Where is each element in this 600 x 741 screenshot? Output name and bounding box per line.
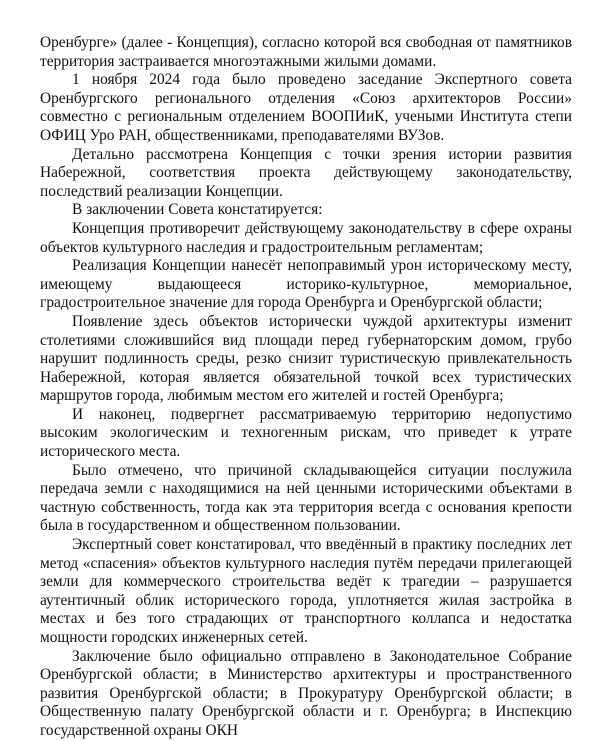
- paragraph-concept-review: Детально рассмотрена Концепция с точки зрения истории развития Набережной, соответствия проекта действующему законодательству, последствий реализации Концепции.: [40, 145, 572, 200]
- paragraph-concept-continuation: Оренбурге» (далее - Концепция), согласно которой вся свободная от памятников территория застраивается многоэтажными жилыми домами.: [40, 34, 572, 70]
- paragraph-conclusion-damage: Реализация Концепции нанесёт непоправимый урон историческому месту, имеющему выдающееся историко-культурное, мемориальное, градостроительное значение для города Оренбурга и Оренбургской области;: [40, 257, 572, 312]
- paragraph-land-transfer: Было отмечено, что причиной складывающейся ситуации послужила передача земли с находящимися на ней ценными историческими объектами в частную собственность, тогда как эта территория всегда с основания крепости была в государственном и общественном пользовании.: [40, 461, 572, 535]
- paragraph-expert-council-meeting: 1 ноября 2024 года было проведено заседание Экспертного совета Оренбургского регионального отделения «Союз архитекторов России» совместно с региональным отделением ВООПИиК, учеными Института степи ОФИЦ Уро РАН, общественниками, преподавателями ВУЗов.: [40, 71, 572, 144]
- paragraph-conclusion-architecture: Появление здесь объектов исторически чуждой архитектуры изменит столетиями сложившийся вид площади перед губернаторским домом, грубо нарушит подлинность среды, резко снизит туристическую привлекательность Набережной, которая является обязательной точкой всех туристических маршрутов города, любимым местом его жителей и гостей Оренбурга;: [40, 312, 572, 405]
- paragraph-conclusion-intro: В заключении Совета констатируется:: [72, 201, 323, 219]
- paragraph-recipients: Заключение было официально отправлено в Законодательное Собрание Оренбургской области; в Министерство архитектуры и пространственного развития Оренбургской области; в Прокуратуру Оренбургской области; в Общественную палату Оренбургской области и г. Оренбурга; в Инспекцию государственной охраны ОКН: [40, 647, 572, 739]
- document-body: [40, 34, 572, 741]
- paragraph-conclusion-risks: И наконец, подвергнет рассматриваемую территорию недопустимо высоким экологическим и техногенным рискам, что приведет к утрате исторического места.: [40, 405, 572, 461]
- paragraph-rescue-method: Экспертный совет констатировал, что введённый в практику последних лет метод «спасения» объектов культурного наследия путём передачи прилегающей земли для коммерческого строительства ведёт к трагедии – разрушается аутентичный облик исторического города, уплотняется жилая застройка в местах и без того страдающих от транспортного коллапса и недостатка мощности городских инженерных сетей.: [40, 536, 572, 646]
- paragraph-conclusion-law: Концепция противоречит действующему законодательству в сфере охраны объектов культурного наследия и градостроительным регламентам;: [40, 219, 572, 256]
